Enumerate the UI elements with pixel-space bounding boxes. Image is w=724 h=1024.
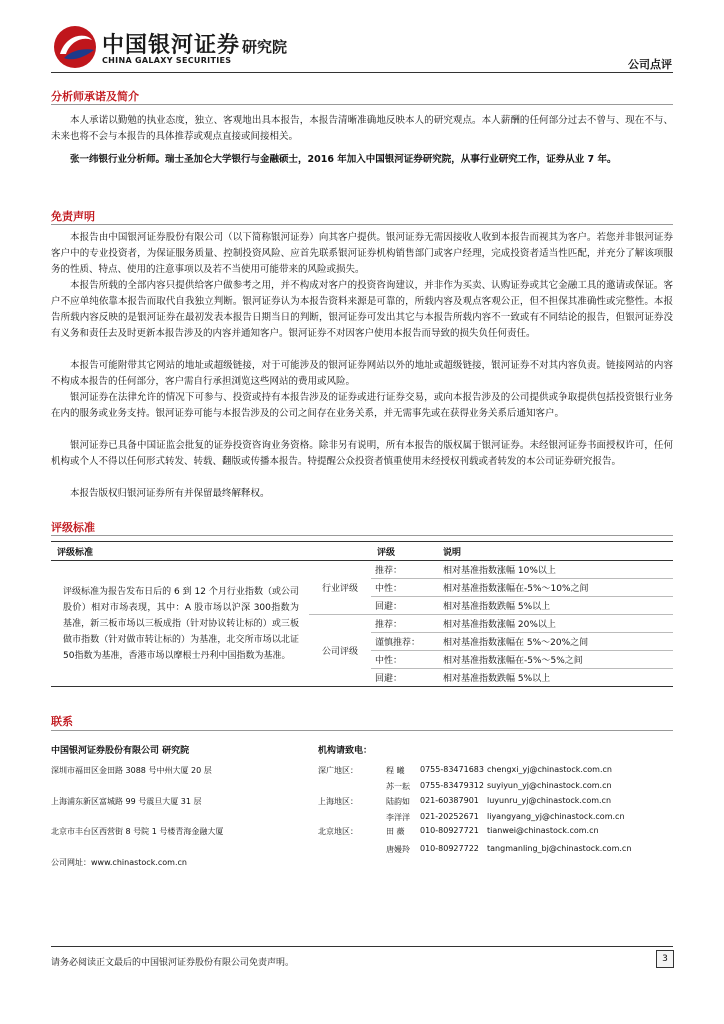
header-rating-standard: 评级标准 — [51, 542, 309, 561]
document-type: 公司点评 — [628, 58, 672, 71]
rating-section-title: 评级标准 — [51, 521, 95, 534]
contact-email[interactable]: luyunru_yj@chinastock.com.cn — [487, 796, 612, 805]
contact-email[interactable]: liyangyang_yj@chinastock.com.cn — [487, 812, 625, 821]
logo-english-name: CHINA GALAXY SECURITIES — [102, 56, 232, 65]
company-website: 公司网址：www.chinastock.com.cn — [51, 858, 187, 867]
region-label: 深广地区： — [318, 766, 358, 775]
office-address: 北京市丰台区西营街 8 号院 1 号楼青海金融大厦 — [51, 827, 224, 836]
rating-level: 中性： — [371, 579, 437, 597]
disclaimer-paragraph: 银河证券在法律允许的情况下可参与、投资或持有本报告涉及的证券或进行证券交易，或向本报告涉及的公司提供或争取提供包括投资银行业务在内的服务或业务支持。银河证券可能与本报告涉及的公司之间存在业务关系，并无需事先或在获得业务关系后通知客户。 — [51, 392, 673, 419]
galaxy-logo-icon — [52, 24, 98, 70]
office-address: 深圳市福田区金田路 3088 号中州大厦 20 层 — [51, 766, 212, 775]
section-divider — [51, 224, 673, 225]
disclaimer-paragraph: 本报告可能附带其它网站的地址或超级链接，对于可能涉及的银河证券网站以外的地址或超级链接，银河证券不对其内容负责。链接网站的内容不构成本报告的任何部分，客户需自行承担浏览这些网站的费用或风险。 — [51, 360, 673, 387]
contact-phone: 0755-83479312 — [420, 781, 484, 790]
rating-explanation: 相对基准指数涨幅 20%以上 — [437, 615, 673, 633]
rating-level: 回避： — [371, 597, 437, 615]
company-rating-label: 公司评级 — [309, 615, 371, 687]
rating-level: 推荐： — [371, 615, 437, 633]
contact-name: 田 薇 — [386, 827, 405, 836]
section-divider — [51, 104, 673, 105]
header-divider — [51, 72, 673, 73]
rating-explanation: 相对基准指数跌幅 5%以上 — [437, 597, 673, 615]
rating-table — [51, 541, 673, 687]
contact-phone: 010-80927721 — [420, 826, 479, 835]
contact-name: 程 曦 — [386, 766, 405, 775]
footer-disclaimer-note: 请务必阅读正文最后的中国银河证券股份有限公司免责声明。 — [51, 958, 295, 968]
contact-name: 陆韵如 — [386, 797, 410, 806]
industry-rating-label: 行业评级 — [309, 561, 371, 615]
analyst-section-title: 分析师承诺及简介 — [51, 90, 139, 103]
logo-department: 研究院 — [242, 38, 288, 56]
contact-phone: 0755-83471683 — [420, 765, 484, 774]
office-address: 上海浦东新区富城路 99 号震旦大厦 31 层 — [51, 797, 202, 806]
logo-chinese-name: 中国银河证券 — [102, 33, 241, 58]
rating-table-header — [51, 542, 673, 561]
analyst-bio-text: 张一纬银行业分析师。瑞士圣加仑大学银行与金融硕士，2016 年加入中国银河证券研究院，从事行业研究工作，证券从业 7 年。 — [70, 154, 617, 165]
analyst-commitment-text: 本人承诺以勤勉的执业态度，独立、客观地出具本报告，本报告清晰准确地反映本人的研究观点。本人薪酬的任何部分过去不曾与、现在不与、未来也将不会与本报告的具体推荐或观点直接或间接相关。 — [51, 115, 673, 142]
sales-title: 机构请致电： — [318, 746, 373, 756]
rating-level: 中性： — [371, 651, 437, 669]
contact-name: 苏一耘 — [386, 782, 410, 791]
header-blank — [309, 542, 371, 561]
table-row — [51, 561, 673, 579]
disclaimer-section-title: 免责声明 — [51, 210, 95, 223]
section-divider — [51, 730, 673, 731]
contact-name: 唐嫚羚 — [386, 845, 410, 854]
region-label: 上海地区： — [318, 797, 358, 806]
disclaimer-paragraph: 本报告所载的全部内容只提供给客户做参考之用，并不构成对客户的投资咨询建议，并非作为买卖、认购证券或其它金融工具的邀请或保证。客户不应单纯依靠本报告而取代自我独立判断。银河证券认为本报告资料来源是可靠的，所载内容及观点客观公正，但不担保其准确性或完整性。本报告所载内容反映的是银河证券在最初发表本报告日期当日的判断，银河证券可发出其它与本报告所载内容不一致或有不同结论的报告，但银河证券没有义务和责任去及时更新本报告涉及的内容并通知客户。银河证券不对因客户使用本报告而导致的损失负任何责任。 — [51, 280, 673, 339]
contact-email[interactable]: chengxi_yj@chinastock.com.cn — [487, 765, 612, 774]
disclaimer-paragraph: 银河证券已具备中国证监会批复的证券投资咨询业务资格。除非另有说明，所有本报告的版权属于银河证券。未经银河证券书面授权许可，任何机构或个人不得以任何形式转发、转载、翻版或传播本报告。特提醒公众投资者慎重使用未经授权刊载或者转发的本公司证券研究报告。 — [51, 440, 673, 467]
contact-email[interactable]: tangmanling_bj@chinastock.com.cn — [487, 844, 632, 853]
region-label: 北京地区： — [318, 827, 358, 836]
disclaimer-paragraph: 本报告版权归银河证券所有并保留最终解释权。 — [70, 488, 270, 499]
rating-level: 推荐： — [371, 561, 437, 579]
rating-explanation: 相对基准指数涨幅在 5%～20%之间 — [437, 633, 673, 651]
section-divider — [51, 535, 673, 536]
contact-phone: 021-60387901 — [420, 796, 479, 805]
footer-divider — [51, 946, 673, 947]
contact-name: 李洋洋 — [386, 813, 410, 822]
rating-explanation: 相对基准指数涨幅在-5%～10%之间 — [437, 579, 673, 597]
contact-email[interactable]: tianwei@chinastock.com.cn — [487, 826, 599, 835]
contact-email[interactable]: suyiyun_yj@chinastock.com.cn — [487, 781, 612, 790]
company-name: 中国银河证券股份有限公司 研究院 — [51, 746, 190, 756]
header-explanation: 说明 — [437, 542, 673, 561]
contact-phone: 021-20252671 — [420, 812, 479, 821]
disclaimer-paragraph: 本报告由中国银河证券股份有限公司（以下简称银河证券）向其客户提供。银河证券无需因接收人收到本报告而视其为客户。若您并非银河证券客户中的专业投资者，为保证服务质量、控制投资风险、应首先联系银河证券机构销售部门或客户经理，完成投资者适当性匹配，并充分了解该项服务的性质、特点、使用的注意事项以及若不当使用可能带来的风险或损失。 — [51, 232, 673, 275]
rating-description: 评级标准为报告发布日后的 6 到 12 个月行业指数（或公司股价）相对市场表现，其中：A 股市场以沪深 300指数为基准，新三板市场以三板成指（针对协议转让标的）或三板做市指数（针对做市转让标的）为基准，北交所市场以北证 50指数为基准，香港市场以摩根士丹利中国指数为基准。 — [51, 561, 309, 687]
contact-section-title: 联系 — [51, 715, 73, 728]
contact-phone: 010-80927722 — [420, 844, 479, 853]
rating-level: 谨慎推荐： — [371, 633, 437, 651]
rating-level: 回避： — [371, 669, 437, 687]
header-rating: 评级 — [371, 542, 437, 561]
rating-explanation: 相对基准指数涨幅在-5%～5%之间 — [437, 651, 673, 669]
rating-explanation: 相对基准指数涨幅 10%以上 — [437, 561, 673, 579]
rating-explanation: 相对基准指数跌幅 5%以上 — [437, 669, 673, 687]
page-number: 3 — [656, 950, 674, 968]
